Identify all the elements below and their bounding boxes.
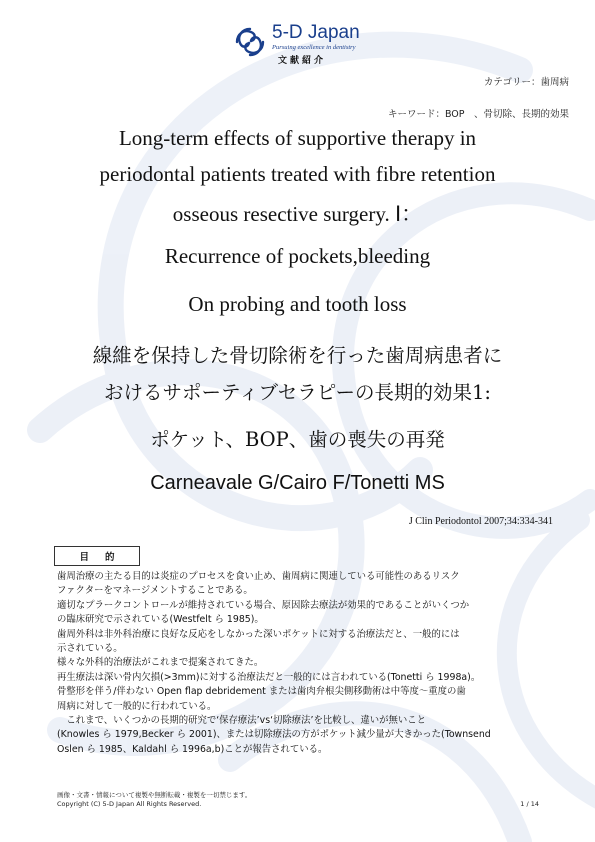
page-number: 1 / 14 [520,800,539,808]
title-ja-line-1: 線維を保持した骨切除術を行った歯周病患者に [92,344,503,367]
body-line: (Knowles ら 1979,Becker ら 2001)、または切除療法の方がポケット減少量が大きかった(Townsend [57,729,491,741]
body-line: 骨整形を伴う/伴わない Open flap debridement または歯肉弁根尖側移動術は中等度～重度の歯 [57,686,466,698]
title-en-line-5: On probing and tooth loss [188,292,407,316]
title-ja-line-3: ポケット、BOP、歯の喪失の再発 [150,428,445,451]
authors: Carneavale G/Cairo F/Tonetti MS [150,472,445,494]
body-line: 再生療法は深い骨内欠損(>3mm)に対する治療法だと一般的には言われている(Tonetti ら 1998a)。 [57,671,481,683]
logo-tagline: Pursuing excellence in dentistry [272,44,356,51]
body-line: ファクターをマネージメントすることである。 [57,585,253,597]
section-heading-box [54,546,140,566]
journal-citation: J Clin Periodontol 2007;34:334-341 [408,516,553,527]
title-en-line-3: osseous resective surgery. Ⅰ： [172,202,423,226]
section-heading: 目的 [79,552,131,563]
logo-subtitle: 文献紹介 [278,56,327,66]
body-line: 周病に対して一般的に行われている。 [57,700,217,712]
title-en-line-2: periodontal patients treated with fibre retention [99,162,496,186]
keywords-label: キーワード：BOP 、骨切除、長期的効果 [387,109,569,120]
body-line: 適切なプラークコントロールが維持されている場合、原因除去療法が効果的であることがいくつか [57,599,470,611]
body-text [57,570,557,757]
title-en-line-4: Recurrence of pockets,bleeding [164,244,431,268]
footer-notice: 画像・文書・情報について複製や無断転載・複製を一切禁じます。 [57,791,252,799]
footer-copyright: Copyright (C) 5-D Japan All Rights Reserved. [57,800,202,808]
company-logo [234,22,364,68]
body-line: 歯周治療の主たる目的は炎症のプロセスを食い止め、歯周病に関連している可能性のあるリスク [57,571,460,582]
body-line: 歯周外科は非外科治療に良好な反応をしなかった深いポケットに対する治療法だと、一般的には [57,628,460,640]
title-ja-line-2: おけるサポーティブセラピーの長期的効果1: [104,381,491,404]
body-line: Oslen ら 1985、Kaldahl ら 1996a,b)ことが報告されている。 [57,743,328,755]
logo-name: 5-D Japan [272,22,360,43]
body-line: 示されている。 [57,642,123,654]
logo-swirl-icon [234,26,266,58]
body-line: これまで、いくつかの長期的研究で‘保存療法’vs‘切除療法’を比較し、違いが無いこと [57,714,427,726]
category-label: カテゴリー：歯周病 [483,77,569,88]
title-en-line-1: Long-term effects of supportive therapy in [118,126,477,150]
body-line: 様々な外科的治療法がこれまで提案されてきた。 [57,657,264,669]
body-line: の臨床研究で示されている(Westfelt ら 1985)。 [57,614,264,626]
